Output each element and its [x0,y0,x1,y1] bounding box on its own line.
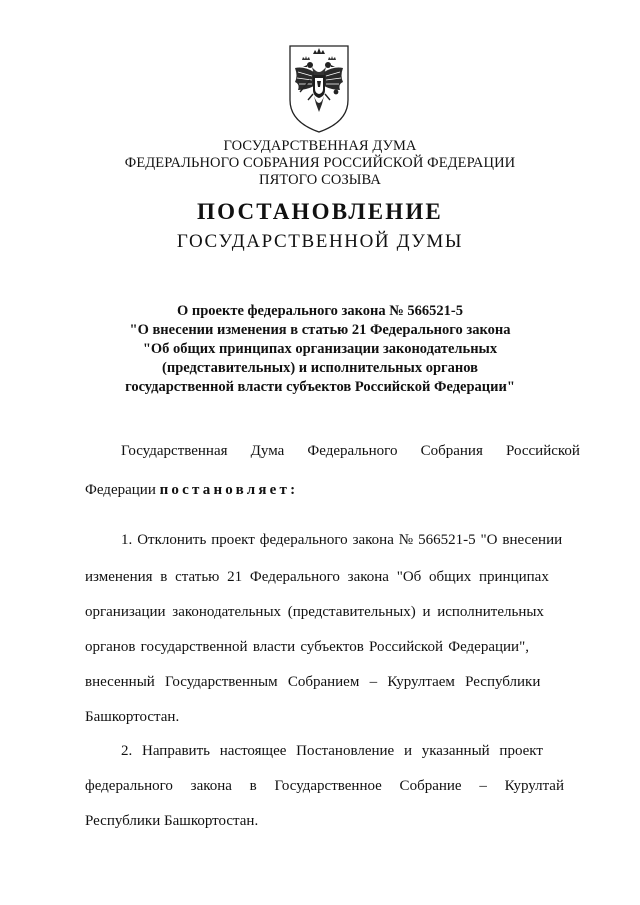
subject-line: (представительных) и исполнительных органов [162,360,478,376]
paragraph-1-line: внесенный Государственным Собранием – Курултаем Республики [85,674,541,690]
preamble-word: Собрания [420,443,483,459]
preamble-word: Федерального [307,443,398,459]
org-line-assembly: ФЕДЕРАЛЬНОГО СОБРАНИЯ РОССИЙСКОЙ ФЕДЕРАЦИИ [124,155,516,171]
org-line-duma: ГОСУДАРСТВЕННАЯ ДУМА [223,138,417,154]
paragraph-1-line: организации законодательных (представительных) и исполнительных [85,604,544,620]
document-type-title: ПОСТАНОВЛЕНИЕ [197,199,443,224]
decree-verb: постановляет: [159,482,299,498]
subject-line: "Об общих принципах организации законодательных [142,341,498,357]
russian-coat-of-arms-icon [286,42,352,134]
preamble-line [121,442,580,461]
org-line-convocation: ПЯТОГО СОЗЫВА [259,172,381,188]
document-subtitle: ГОСУДАРСТВЕННОЙ ДУМЫ [176,231,464,252]
paragraph-2-line: Республики Башкортостан. [85,813,259,829]
paragraph-1-line: изменения в статью 21 Федерального закона "Об общих принципах [85,569,549,585]
subject-line: государственной власти субъектов Российской Федерации" [125,379,515,395]
paragraph-2-line: федерального закона в Государственное Собрание – Курултай [85,778,564,794]
preamble-word: Российской [506,443,580,459]
subject-line: О проекте федерального закона № 566521-5 [176,303,464,319]
preamble-line [85,481,298,500]
paragraph-2-line: 2. Направить настоящее Постановление и указанный проект [121,743,543,759]
paragraph-1-line: органов государственной власти субъектов Российской Федерации", [85,639,529,655]
preamble-text: Федерации [85,482,160,498]
preamble-word: Дума [250,443,285,459]
paragraph-1-line: Башкортостан. [85,709,180,725]
subject-line: "О внесении изменения в статью 21 Федерального закона [129,322,511,338]
preamble-word: Государственная [121,443,228,459]
paragraph-1-line: 1. Отклонить проект федерального закона № 566521-5 "О внесении [121,532,563,548]
